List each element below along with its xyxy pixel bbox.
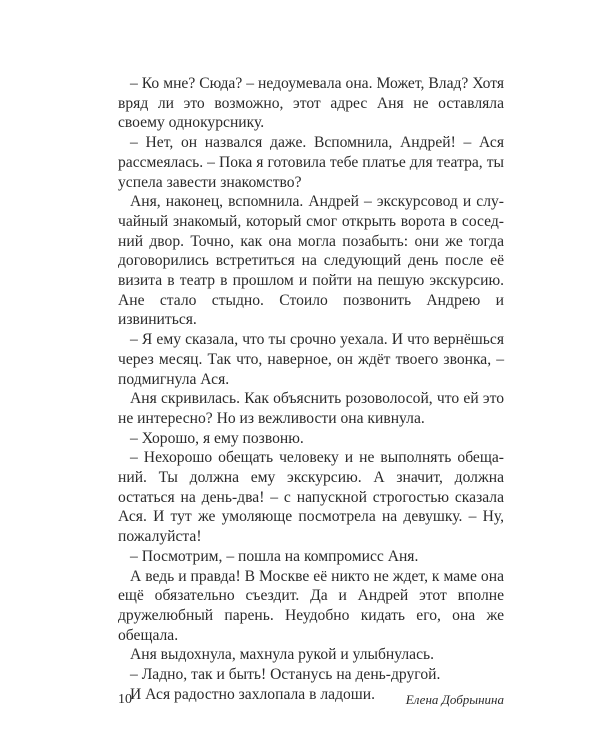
- paragraph: – Хорошо, я ему позвоню.: [130, 429, 304, 447]
- paragraph: – Я ему сказала, что ты срочно уехала. И что вернёшься через месяц. Так что, наверное, он ждёт твоего звонка, – подмигнула Ася.: [118, 331, 504, 388]
- paragraph: А ведь и правда! В Москве её никто не ждет, к маме она ещё обязательно съездит. Да и Андрей этот вполне дружелюбный парень. Неудобно кидать его, она же обещала.: [118, 567, 504, 644]
- paragraph: – Ладно, так и быть! Останусь на день-другой.: [130, 666, 441, 684]
- paragraph: Аня, наконец, вспомнила. Андрей – экскурсовод и случайный знакомый, который смог открыть ворота в соседний двор. Точно, как она могла позабыть: они же тогда договорились встретиться на следующий день после её визита в театр в прошлом и пойти на пешую экскурсию. Ане стало стыдно. Стоило позвонить Андрею и извиниться.: [118, 193, 504, 329]
- paragraph: И Ася радостно захлопала в ладоши.: [130, 685, 376, 703]
- page-number: 10: [118, 692, 132, 707]
- paragraph: – Ко мне? Сюда? – недоумевала она. Может, Влад? Хотя вряд ли это возможно, этот адрес Аня не оставляла своему однокурснику.: [118, 75, 504, 132]
- paragraph: Аня скривилась. Как объяснить розоволосой, что ей это не интересно? Но из вежливости она кивнула.: [118, 390, 504, 427]
- paragraph: – Посмотрим, – пошла на компромисс Аня.: [130, 547, 419, 565]
- page-footer: [118, 692, 504, 712]
- body-text: [118, 74, 504, 705]
- author-name: Елена Добрынина: [405, 692, 504, 707]
- paragraph: – Нет, он назвался даже. Вспомнила, Андрей! – Ася рассмеялась. – Пока я готовила тебе платье для театра, ты успела завести знакомство?: [118, 134, 504, 191]
- paragraph: – Нехорошо обещать человеку и не выполнять обещаний. Ты должна ему экскурсию. А значит, должна остаться на день-два! – с напускной строгостью сказала Ася. И тут же умоляюще посмотрела на девушку. – Ну, пожалуйста!: [118, 449, 504, 546]
- paragraph: Аня выдохнула, махнула рукой и улыбнулась.: [130, 646, 435, 664]
